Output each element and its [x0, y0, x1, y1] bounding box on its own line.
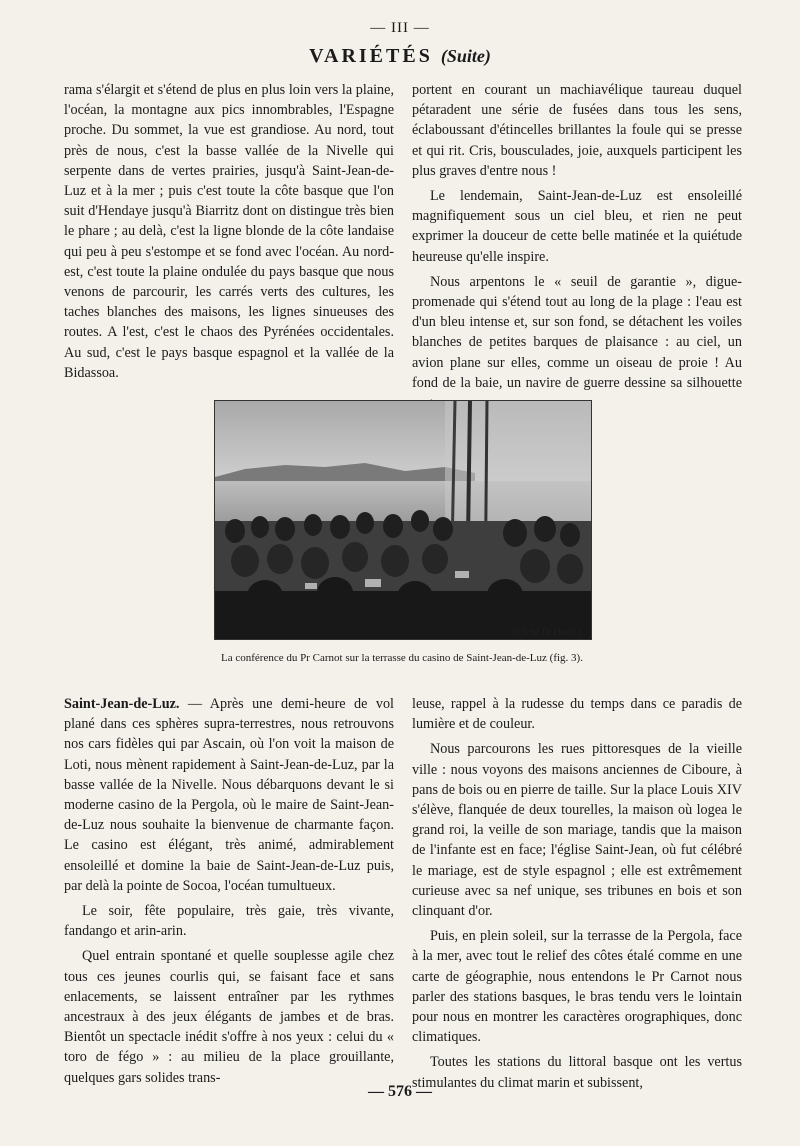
paragraph: Quel entrain spontané et quelle souplesse agile chez tous ces jeunes courlis qui, se faisant face et sans enlacements, se laissent entraîner par les rythmes ancestraux à des jeux élégants de jambes et de bras. Bientôt un spectacle inédit s'offre à nos yeux : celui du « toro de fégo » : au milieu de la place grouillante, quelques gars solides trans-	[64, 948, 394, 1086]
column-bottom-left	[64, 694, 394, 1086]
column-bottom-right	[412, 694, 742, 1091]
paragraph: leuse, rappel à la rudesse du temps dans ce paradis de lumière et de couleur.	[412, 696, 742, 733]
photo-image	[215, 401, 591, 639]
header-roman-numeral: — III —	[370, 20, 430, 36]
section-title-text: VARIÉTÉS	[309, 45, 433, 67]
section-title-suite: (Suite)	[440, 46, 491, 66]
photo-credit: (Cliché Dr David.)	[512, 627, 581, 637]
paragraph: Nous parcourons les rues pittoresques de la vieille ville : nous voyons des maisons anciennes de Ciboure, à pans de bois ou en pierre de taille. Sur la place Louis XIV s'élève, flanquée de deux tourelles, la maison où logea le grand roi, la veille de son mariage, tandis que la maison de l'infante est en face; l'église Saint-Jean, où fut célébré le mariage, est de style espagnol ; elle est extrêmement curieuse avec sa nef unique, ses tribunes en bois et son clinquant d'or.	[412, 741, 742, 920]
paragraph	[64, 694, 394, 896]
column-top-left	[64, 80, 394, 380]
figure-photo	[214, 400, 592, 640]
paragraph: Nous arpentons le « seuil de garantie », digue-promenade qui s'étend tout au long de la plage : l'eau est d'un bleu intense et, sur son fond, se détachent les voiles blanches de petites barques de plaisance : au ciel, un avion plane sur elles, comme un oiseau de proie ! Au fond de la baie, un navire de guerre dessine sa silhouette	[412, 273, 742, 391]
page-number: — 576 —	[368, 1083, 432, 1100]
section-title	[0, 45, 800, 68]
paragraph: rama s'élargit et s'étend de plus en plus loin vers la plaine, l'océan, la montagne aux pics innombrables, l'Espagne proche. Du sommet, la vue est grandiose. Au nord, tout près de nous, c'est la basse vallée de la Nivelle qui serpente dans de vertes prairies, jusqu'à Saint-Jean-de-Luz et à la mer ; puis c'est toute la côte basque que l'on suit d'Hendaye jusqu'à Biarritz dont on distingue très bien le phare ; au delà, c'est la ligne blonde de la côte landaise qui peu à peu s'estompe et se fond avec l'océan. Au nord-est, c'est toute la plaine ondulée du pays basque que nous venons de parcourir, les carrés verts des cultures, les taches blanches des maisons, les lignes sinueuses des routes. A l'est, c'est le chaos des Pyrénées occidentales. Au sud, c'est le pays basque espagnol et la vallée de la Bidassoa.	[64, 82, 394, 381]
column-top-right	[412, 80, 742, 391]
paragraph: portent en courant un machiavélique taureau duquel pétaradent une série de fusées dans tous les sens, éclaboussant d'étincelles brillantes la foule qui se presse et qui rit. Cris, bousculades, joie, auxquels participent les plus graves d'entre nous !	[412, 82, 742, 179]
paragraph-text: — Après une demi-heure de vol plané dans ces sphères supra-terrestres, nous retrouvons nos cars fidèles qui par Ascain, où l'on voit la maison de Loti, nous mènent rapidement à Saint-Jean-de-Luz, par la basse vallée de la Nivelle. Nous débarquons devant le si moderne casino de la Pergola, où le maire de Saint-Jean-de-Luz nous souhaite la bienvenue de charmante façon. Le casino est élégant, très animé, admirablement ensoleillé et domine la baie de Saint-Jean-de-Luz puis, par delà la pointe de Socoa, l'océan tumultueux.	[64, 696, 394, 894]
paragraph: Toutes les stations du littoral basque ont les vertus stimulantes du climat marin et subissent,	[412, 1054, 742, 1091]
paragraph: Le soir, fête populaire, très gaie, très vivante, fandango et arin-arin.	[64, 903, 394, 940]
paragraph: Puis, en plein soleil, sur la terrasse de la Pergola, face à la mer, avec tout le relief des côtes étalé comme en une carte de géographie, nous entendons le Pr Carnot nous parler des stations basques, le bras tendu vers le lointain pour nous en montrer les caractères orographiques, donc climatiques.	[412, 928, 742, 1046]
paragraph: Le lendemain, Saint-Jean-de-Luz est ensoleillé magnifiquement sous un ciel bleu, et rien ne peut exprimer la douceur de cette belle matinée et la quiétude heureuse qu'elle inspire.	[412, 188, 742, 265]
paragraph-lead: Saint-Jean-de-Luz.	[64, 696, 180, 712]
figure-caption: La conférence du Pr Carnot sur la terrasse du casino de Saint-Jean-de-Luz (fig. 3).	[221, 652, 583, 664]
